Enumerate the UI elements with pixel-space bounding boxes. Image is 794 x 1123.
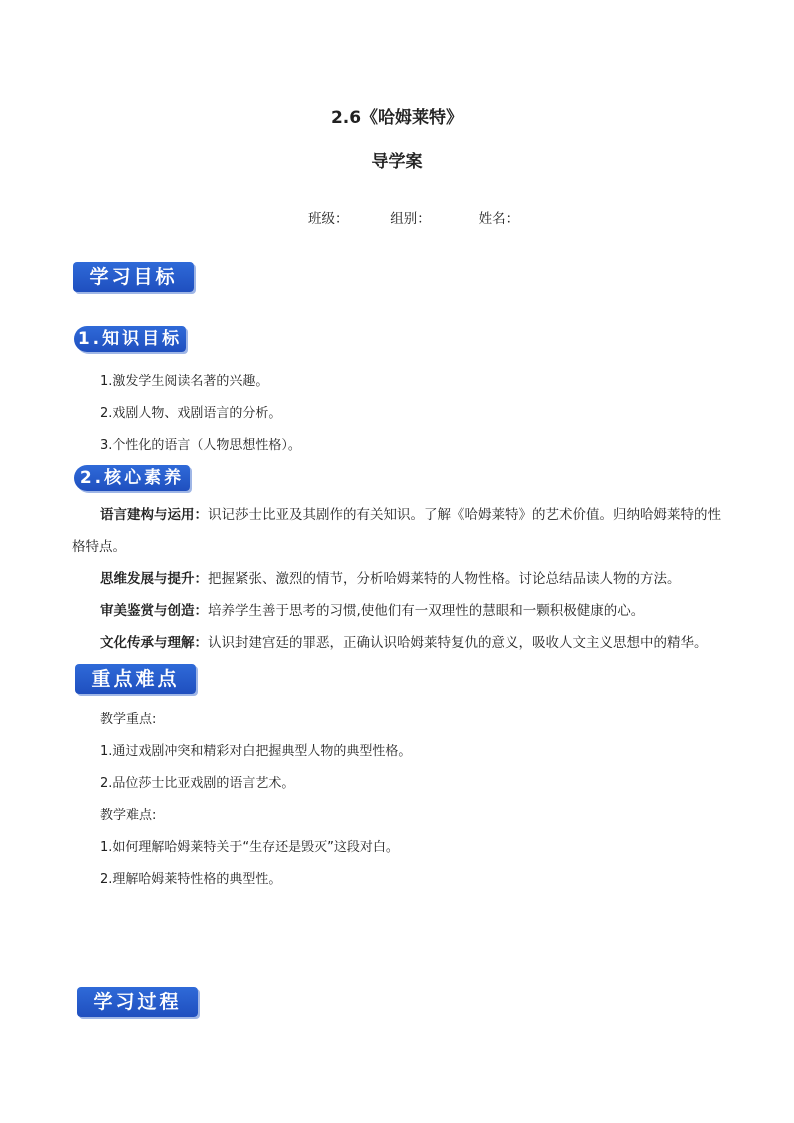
knowledge-item-2: 2.戏剧人物、戏剧语言的分析。 (100, 406, 282, 421)
core-item-3-label: 审美鉴赏与创造： (100, 603, 208, 619)
section-keypoints-tag: 重点难点 (75, 664, 196, 694)
student-info-row (308, 207, 519, 227)
difficulty-item-1: 1.如何理解哈姆莱特关于“生存还是毁灭”这段对白。 (100, 840, 399, 855)
knowledge-item-3: 3.个性化的语言（人物思想性格）。 (100, 438, 301, 453)
section-knowledge-tag: 1.知识目标 (74, 326, 186, 352)
core-item-4-text: 认识封建宫廷的罪恶，正确认识哈姆莱特复仇的意义，吸收人文主义思想中的精华。 (208, 635, 708, 651)
section-core-tag: 2.核心素养 (74, 465, 190, 491)
core-item-2-label: 思维发展与提升： (100, 571, 208, 587)
core-item-4 (72, 627, 772, 659)
core-item-1-label: 语言建构与运用： (100, 507, 208, 523)
core-item-1 (72, 499, 732, 563)
difficulty-label: 教学难点: (100, 808, 157, 823)
section-goals-tag: 学习目标 (73, 262, 194, 292)
page-title: 2.6《哈姆莱特》 (330, 108, 464, 128)
core-item-3 (72, 595, 732, 627)
knowledge-item-1: 1.激发学生阅读名著的兴趣。 (100, 374, 269, 389)
page-subtitle: 导学案 (371, 152, 423, 172)
focus-item-1: 1.通过戏剧冲突和精彩对白把握典型人物的典型性格。 (100, 744, 412, 759)
focus-item-2: 2.品位莎士比亚戏剧的语言艺术。 (100, 776, 295, 791)
name-label: 姓名： (478, 211, 520, 227)
section-process-tag: 学习过程 (77, 987, 198, 1017)
core-item-2-text: 把握紧张、激烈的情节，分析哈姆莱特的人物性格。讨论总结品读人物的方法。 (208, 571, 681, 587)
core-item-1-text: 识记莎士比亚及其剧作的有关知识。了解《哈姆莱特》的艺术价值。归纳哈姆莱特的性格特点。 (72, 507, 721, 555)
core-item-3-text: 培养学生善于思考的习惯,使他们有一双理性的慧眼和一颗积极健康的心。 (208, 603, 645, 619)
focus-label: 教学重点: (100, 712, 157, 727)
class-label: 班级： (308, 211, 349, 227)
group-label: 组别： (390, 211, 431, 227)
difficulty-item-2: 2.理解哈姆莱特性格的典型性。 (100, 872, 282, 887)
core-item-2 (72, 563, 732, 595)
core-item-4-label: 文化传承与理解： (100, 635, 208, 651)
